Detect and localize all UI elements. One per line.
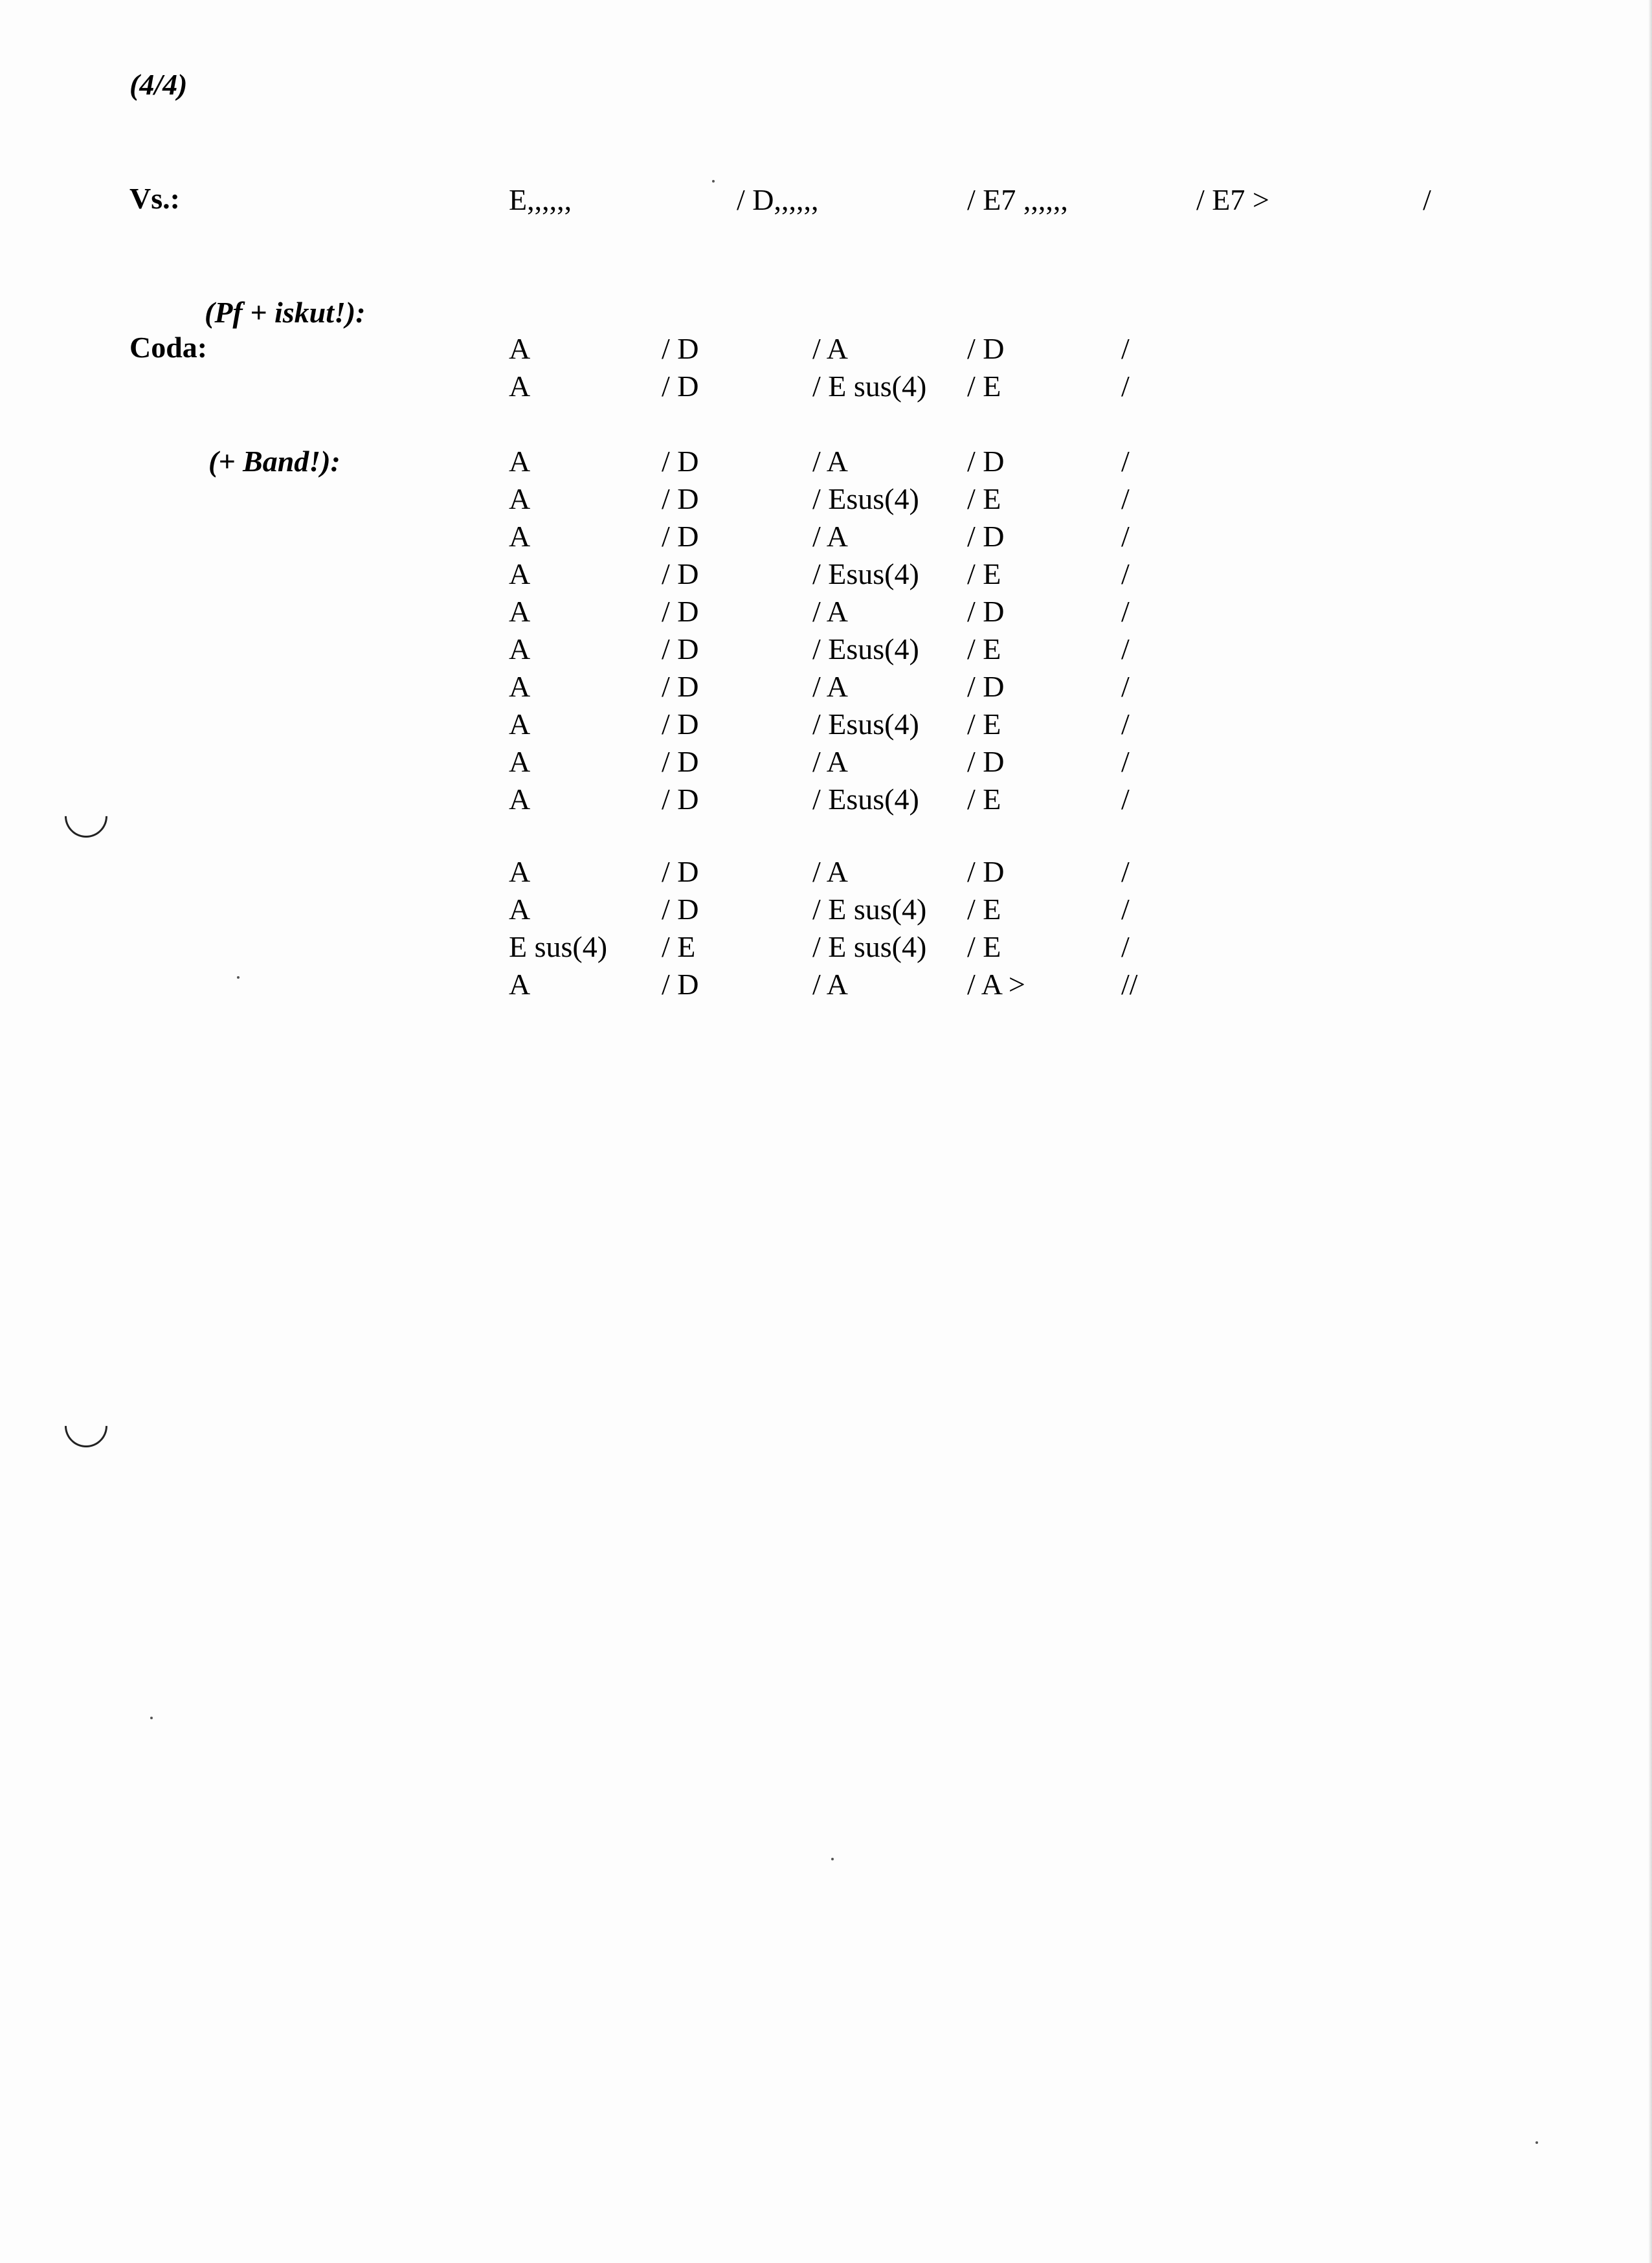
chord-cell: / A >: [967, 968, 1025, 1001]
chord-cell: / Esus(4): [812, 783, 919, 816]
chord-cell: /: [1121, 445, 1130, 478]
chord-cell: A: [509, 557, 531, 590]
chord-cell: /: [1121, 670, 1130, 703]
verse-bar: E,,,,,,: [509, 183, 572, 216]
scan-speck: [712, 180, 715, 183]
chord-cell: /: [1121, 708, 1130, 741]
punch-hole-mark: [56, 786, 116, 846]
chord-cell: A: [509, 745, 531, 778]
chord-cell: / D: [662, 708, 699, 741]
scan-edge-shadow: [1648, 0, 1652, 2263]
chord-cell: / D: [662, 332, 699, 365]
time-signature: (4/4): [129, 68, 188, 101]
chord-cell: / E: [662, 930, 696, 963]
chord-cell: /: [1121, 930, 1130, 963]
chord-cell: / D: [662, 745, 699, 778]
verse-bar: / E7 >: [1196, 183, 1269, 216]
scan-speck: [1535, 2141, 1538, 2144]
chord-cell: A: [509, 445, 531, 478]
band-note: (+ Band!):: [208, 445, 340, 478]
chord-cell: A: [509, 855, 531, 888]
chord-cell: / D: [662, 632, 699, 665]
chord-cell: / A: [812, 968, 848, 1001]
verse-bar: /: [1423, 183, 1431, 216]
chord-cell: / D: [662, 595, 699, 628]
chord-cell: / E: [967, 930, 1001, 963]
chord-cell: / D: [967, 670, 1005, 703]
chord-cell: /: [1121, 595, 1130, 628]
chord-cell: A: [509, 893, 531, 926]
chord-cell: /: [1121, 783, 1130, 816]
chord-cell: A: [509, 708, 531, 741]
chord-cell: /: [1121, 370, 1130, 403]
chord-cell: /: [1121, 855, 1130, 888]
chord-cell: / E: [967, 893, 1001, 926]
chord-cell: / E: [967, 632, 1001, 665]
chord-cell: / D: [967, 520, 1005, 553]
chord-cell: / D: [967, 745, 1005, 778]
chord-cell: A: [509, 670, 531, 703]
coda-label: Coda:: [129, 331, 208, 364]
chord-cell: /: [1121, 632, 1130, 665]
scan-speck: [237, 976, 240, 979]
verse-label: Vs.:: [129, 182, 180, 215]
chord-cell: A: [509, 520, 531, 553]
chord-cell: //: [1121, 968, 1138, 1001]
chord-cell: / D: [967, 332, 1005, 365]
chord-cell: /: [1121, 557, 1130, 590]
chord-cell: A: [509, 482, 531, 515]
chord-cell: / A: [812, 445, 848, 478]
chord-cell: /: [1121, 520, 1130, 553]
chord-cell: / Esus(4): [812, 482, 919, 515]
chord-cell: / D: [662, 968, 699, 1001]
chord-cell: /: [1121, 482, 1130, 515]
chord-cell: / D: [662, 855, 699, 888]
chord-cell: / D: [662, 893, 699, 926]
chord-cell: / A: [812, 855, 848, 888]
chord-cell: / Esus(4): [812, 557, 919, 590]
chord-cell: / E: [967, 482, 1001, 515]
scan-speck: [831, 1858, 834, 1860]
chord-cell: / A: [812, 745, 848, 778]
chord-cell: / A: [812, 595, 848, 628]
chord-cell: / A: [812, 332, 848, 365]
chord-cell: / D: [662, 370, 699, 403]
chord-cell: / Esus(4): [812, 708, 919, 741]
chord-cell: / D: [967, 445, 1005, 478]
chord-cell: / E: [967, 708, 1001, 741]
verse-bar: / D,,,,,,: [737, 183, 819, 216]
chord-cell: A: [509, 632, 531, 665]
chord-cell: /: [1121, 332, 1130, 365]
chord-cell: A: [509, 595, 531, 628]
chord-cell: / D: [662, 783, 699, 816]
chord-cell: A: [509, 370, 531, 403]
verse-bar: / E7 ,,,,,,: [967, 183, 1068, 216]
chord-cell: / D: [662, 557, 699, 590]
chord-cell: /: [1121, 745, 1130, 778]
chord-cell: / E: [967, 783, 1001, 816]
chord-cell: / D: [662, 482, 699, 515]
chord-cell: / E sus(4): [812, 893, 927, 926]
chord-cell: / D: [662, 520, 699, 553]
chord-cell: / D: [967, 855, 1005, 888]
chord-cell: A: [509, 783, 531, 816]
scan-speck: [150, 1717, 153, 1719]
chord-cell: / Esus(4): [812, 632, 919, 665]
chord-cell: / E sus(4): [812, 370, 927, 403]
coda-note: (Pf + iskut!):: [205, 296, 366, 329]
chord-cell: A: [509, 968, 531, 1001]
chord-cell: / E: [967, 370, 1001, 403]
punch-hole-mark: [56, 1396, 116, 1456]
chord-cell: / E sus(4): [812, 930, 927, 963]
chord-cell: A: [509, 332, 531, 365]
chord-cell: / D: [967, 595, 1005, 628]
chord-cell: / A: [812, 520, 848, 553]
chord-cell: / D: [662, 670, 699, 703]
chord-cell: / E: [967, 557, 1001, 590]
chord-cell: E sus(4): [509, 930, 608, 963]
chord-cell: /: [1121, 893, 1130, 926]
chord-cell: / D: [662, 445, 699, 478]
chord-cell: / A: [812, 670, 848, 703]
